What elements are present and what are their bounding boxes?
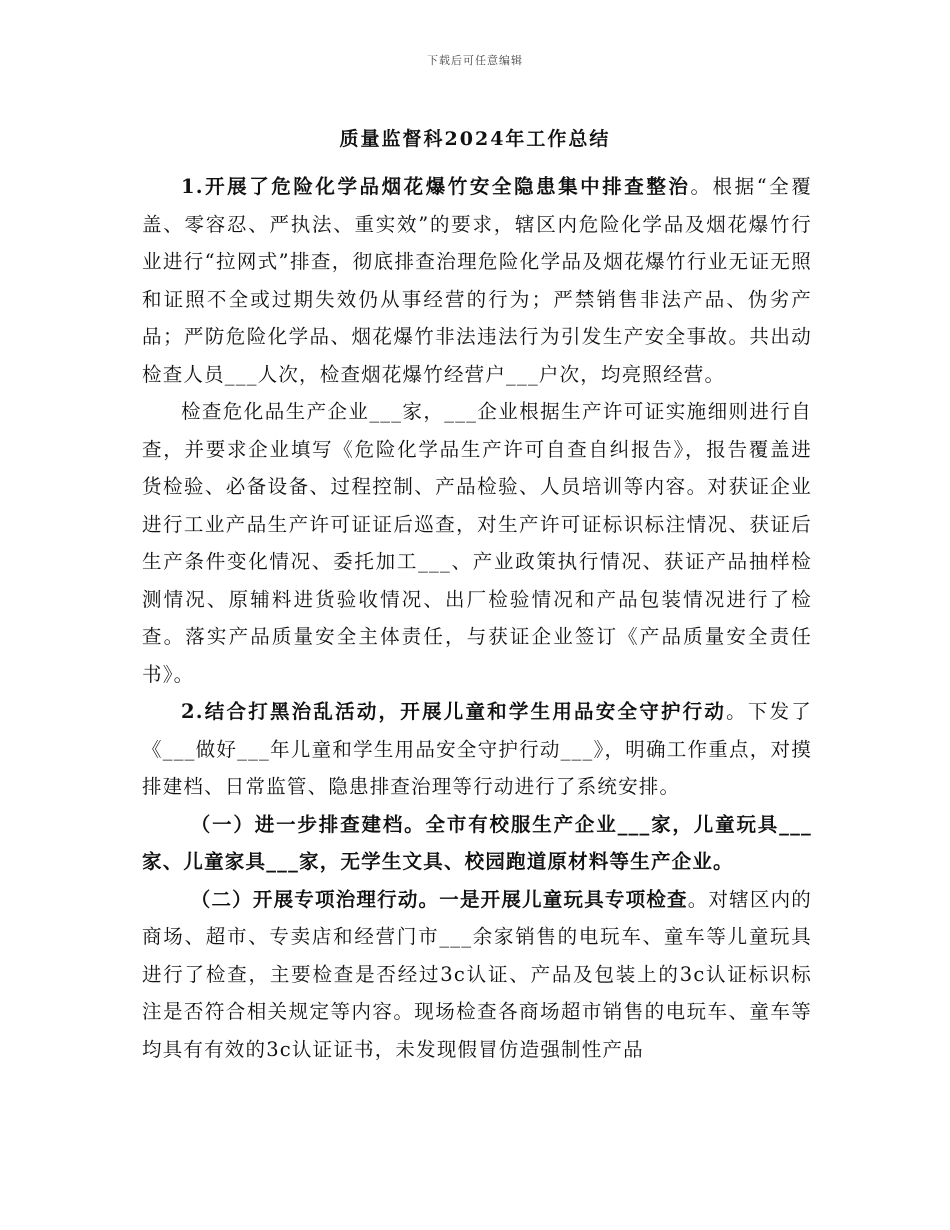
- paragraph-1-heading: 1.开展了危险化学品烟花爆竹安全隐患集中排查整治: [181, 175, 691, 198]
- document-body: [142, 168, 812, 1068]
- paragraph-4-heading: （一）进一步排查建档。全市有校服生产企业___家，儿童玩具___家、儿童家具___家，无学生文具、校园跑道原材料等生产企业。: [142, 812, 812, 873]
- paragraph-5: [142, 881, 812, 1069]
- paragraph-3-heading: 2.结合打黑治乱活动，开展儿童和学生用品安全守护行动: [181, 700, 727, 723]
- page-title: 质量监督科2024年工作总结: [339, 128, 611, 150]
- paragraph-4: [142, 806, 812, 881]
- paragraph-2-text: 检查危化品生产企业___家，___企业根据生产许可证实施细则进行自查，并要求企业填写《危险化学品生产许可自查自纠报告》，报告覆盖进货检验、必备设备、过程控制、产品检验、人员培训等内容。对获证企业进行工业产品生产许可证证后巡查，对生产许可证标识标注情况、获证后生产条件变化情况、委托加工___、产业政策执行情况、获证产品抽样检测情况、原辅料进货验收情况、出厂检验情况和产品包装情况进行了检查。落实产品质量安全主体责任，与获证企业签订《产品质量安全责任书》。: [142, 400, 812, 686]
- paragraph-1: [142, 168, 812, 393]
- paragraph-5-text: 。对辖区内的商场、超市、专卖店和经营门市___余家销售的电玩车、童车等儿童玩具进行了检查，主要检查是否经过3c认证、产品及包装上的3c认证标识标注是否符合相关规定等内容。现场检查各商场超市销售的电玩车、童车等均具有有效的3c认证证书，未发现假冒仿造强制性产品: [142, 887, 812, 1061]
- header-note: 下载后可任意编辑: [427, 54, 523, 67]
- paragraph-3-text: 。下发了《___做好___年儿童和学生用品安全守护行动___》，明确工作重点，对摸排建档、日常监管、隐患排查治理等行动进行了系统安排。: [142, 700, 812, 798]
- paragraph-1-text: 。根据“全覆盖、零容忍、严执法、重实效”的要求，辖区内危险化学品及烟花爆竹行业进行“拉网式”排查，彻底排查治理危险化学品及烟花爆竹行业无证无照和证照不全或过期失效仍从事经营的行为；严禁销售非法产品、伪劣产品；严防危险化学品、烟花爆竹非法违法行为引发生产安全事故。共出动检查人员___人次，检查烟花爆竹经营户___户次，均亮照经营。: [142, 175, 812, 386]
- paragraph-5-heading: （二）开展专项治理行动。一是开展儿童玩具专项检查: [190, 887, 688, 911]
- paragraph-2: [142, 393, 812, 693]
- paragraph-3: [142, 693, 812, 806]
